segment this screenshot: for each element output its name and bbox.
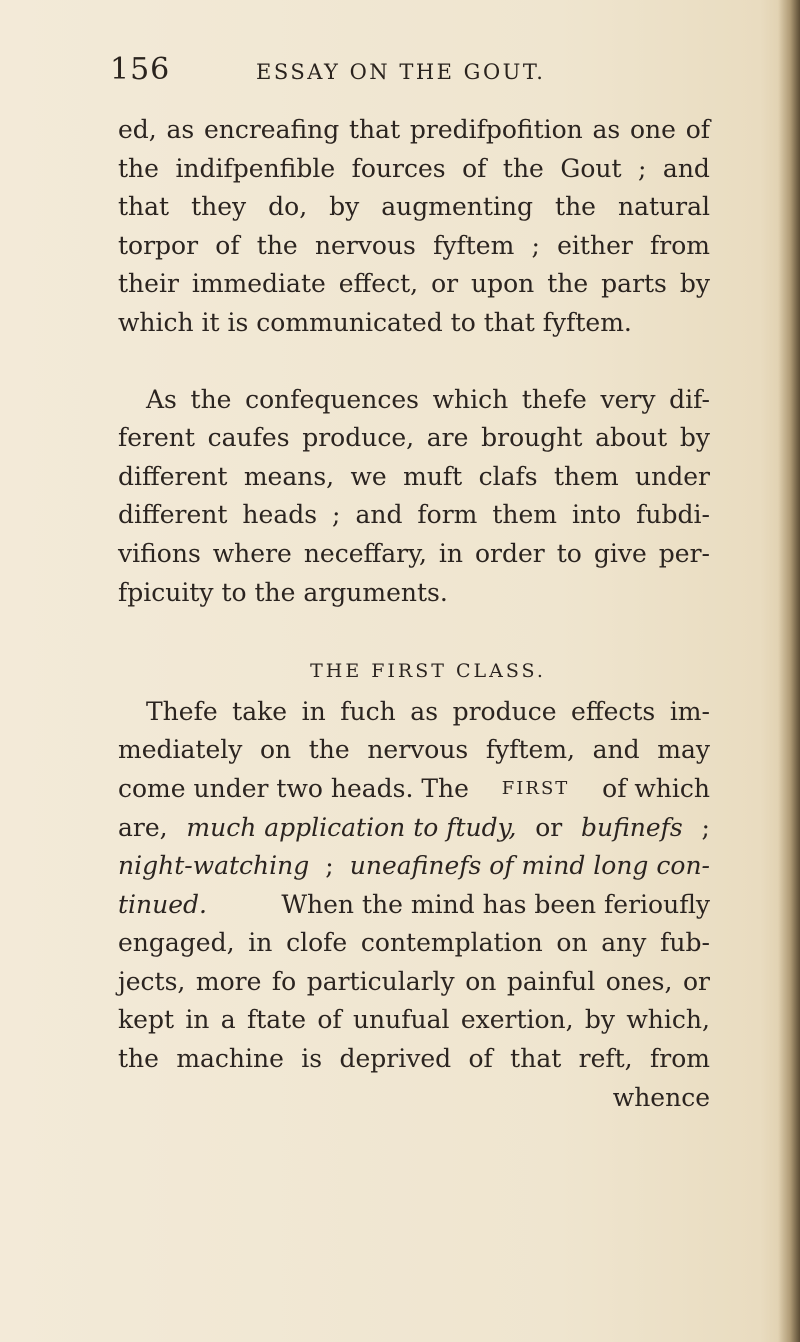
word: we	[350, 461, 387, 491]
text-line	[118, 924, 710, 963]
section-heading: THE FIRST CLASS.	[310, 660, 546, 683]
text-line	[118, 458, 710, 497]
word: do,	[268, 192, 308, 222]
word: As	[146, 384, 177, 414]
page-number: 156	[110, 52, 171, 87]
word: the	[118, 153, 159, 183]
word: as	[592, 115, 621, 144]
text-line-content	[118, 1040, 710, 1079]
word: painful	[506, 966, 596, 996]
text-line-content	[118, 265, 710, 304]
word: in	[185, 1005, 210, 1035]
word: upon	[471, 269, 535, 299]
word: the	[555, 192, 596, 222]
word: into	[571, 500, 622, 530]
italic-phrase: bufinefs	[580, 812, 683, 842]
word: produce	[452, 696, 557, 726]
word: particularly	[306, 966, 455, 996]
word: form	[417, 500, 478, 530]
word: and	[662, 153, 710, 183]
word: is	[301, 1044, 323, 1074]
text-line	[118, 963, 710, 1002]
word: produce,	[302, 423, 415, 453]
word: them	[554, 461, 619, 491]
word: which,	[626, 1005, 710, 1035]
text-line	[118, 574, 710, 613]
word: more	[195, 966, 262, 996]
text-fragment: come under two heads. The	[118, 773, 469, 803]
text-line-content: fpicuity to the arguments.	[118, 577, 448, 607]
text-line	[118, 770, 710, 809]
word: one	[630, 115, 676, 144]
text-line-content: which it is communicated to that fyftem.	[118, 307, 632, 337]
word: any	[601, 928, 647, 958]
word: engaged,	[118, 928, 235, 958]
text-line	[118, 847, 710, 886]
word: dif-	[669, 384, 710, 414]
word: and	[592, 735, 640, 765]
word: that	[118, 192, 170, 222]
word: to	[556, 538, 582, 568]
word: by	[584, 1005, 616, 1035]
text-fragment: ;	[701, 812, 710, 842]
word: nervous	[367, 735, 469, 765]
word: deprived	[339, 1044, 452, 1074]
text-fragment: are,	[118, 812, 168, 842]
word: from	[650, 1044, 710, 1074]
word: ed,	[118, 115, 157, 144]
word: exertion,	[460, 1005, 574, 1035]
word: mediately	[118, 735, 243, 765]
paragraph-gap	[118, 343, 710, 381]
word: machine	[176, 1044, 284, 1074]
word: in	[248, 928, 273, 958]
word: confequences	[245, 384, 419, 414]
text-line	[118, 1001, 710, 1040]
word: fub-	[660, 928, 710, 958]
word: unufual	[352, 1005, 450, 1035]
text-fragment: or	[535, 812, 563, 842]
word: Gout	[560, 153, 622, 183]
word: that	[349, 115, 401, 144]
word: ftate	[246, 1005, 306, 1035]
word: very	[600, 384, 656, 414]
word: muft	[403, 461, 463, 491]
word: take	[232, 696, 288, 726]
text-line-content	[118, 731, 710, 770]
text-line-content	[146, 381, 710, 420]
text-line-content	[118, 111, 710, 150]
word: of	[685, 115, 710, 144]
word: about	[595, 423, 668, 453]
word: neceffary,	[303, 538, 427, 568]
page-edge-shadow	[778, 0, 800, 1342]
italic-phrase: much application to ftudy,	[186, 812, 517, 842]
paragraph-gap	[118, 612, 710, 650]
word: are	[426, 423, 469, 453]
word: of	[215, 230, 240, 260]
word: under	[635, 461, 710, 491]
text-line-content	[146, 693, 710, 732]
word: ;	[638, 153, 647, 183]
word: effect,	[338, 269, 419, 299]
text-line-content	[118, 419, 710, 458]
word: they	[191, 192, 247, 222]
page-header	[110, 52, 710, 92]
word: jects,	[118, 966, 186, 996]
word: them	[492, 500, 558, 530]
word: the	[118, 1044, 159, 1074]
word: in	[301, 696, 326, 726]
word: per-	[658, 538, 710, 568]
word: effects	[571, 696, 656, 726]
text-line	[118, 419, 710, 458]
word: either	[557, 230, 633, 260]
word: or	[431, 269, 459, 299]
word: in	[438, 538, 463, 568]
word: a	[220, 1005, 236, 1035]
word: fubdi-	[636, 500, 710, 530]
word: nervous	[314, 230, 416, 260]
text-line-content	[118, 496, 710, 535]
word: torpor	[118, 230, 199, 260]
text-line-content	[118, 150, 710, 189]
text-line	[118, 693, 710, 732]
word: on	[259, 735, 292, 765]
word: different	[118, 461, 228, 491]
text-line-content	[118, 188, 710, 227]
word: heads	[242, 500, 318, 530]
word: ;	[531, 230, 540, 260]
word: different	[118, 500, 228, 530]
text-line-content	[118, 1001, 710, 1040]
word: the	[190, 384, 232, 414]
body-text	[118, 111, 710, 1117]
word: the	[256, 230, 298, 260]
paragraph	[118, 381, 710, 613]
word: ferent	[118, 423, 195, 453]
text-line	[118, 150, 710, 189]
word: thefe	[521, 384, 587, 414]
text-line-content	[118, 458, 710, 497]
word: the	[308, 735, 350, 765]
word: encreafing	[203, 115, 340, 144]
word: ones,	[605, 966, 673, 996]
word: predifpofition	[409, 115, 583, 144]
word: reft,	[578, 1044, 633, 1074]
catchword: whence	[612, 1082, 710, 1112]
text-line	[118, 111, 710, 150]
word: ;	[332, 500, 341, 530]
word: fyftem	[433, 230, 515, 260]
word: clofe	[286, 928, 348, 958]
italic-phrase: night-watching	[118, 851, 310, 881]
italic-phrase: tinued.	[118, 889, 207, 919]
word: on	[465, 966, 497, 996]
word: as	[410, 696, 439, 726]
word: indifpenfible	[175, 153, 336, 183]
word: the	[502, 153, 544, 183]
text-line-content	[118, 227, 710, 266]
word: fources	[351, 153, 446, 183]
word: vifions	[118, 538, 201, 568]
text-line-content	[118, 924, 710, 963]
word: clafs	[478, 461, 538, 491]
word: parts	[601, 269, 667, 299]
word: their	[118, 269, 179, 299]
text-line	[118, 381, 710, 420]
word: the	[547, 269, 589, 299]
word: which	[432, 384, 509, 414]
text-line	[118, 304, 710, 343]
word: fuch	[340, 696, 396, 726]
text-fragment: When the mind has been ferioufly	[281, 889, 710, 919]
text-line	[118, 886, 710, 925]
text-line	[118, 188, 710, 227]
word: contemplation	[360, 928, 543, 958]
word: brought	[481, 423, 583, 453]
word: natural	[617, 192, 710, 222]
paragraph	[118, 111, 710, 343]
word: by	[679, 269, 710, 299]
text-line	[118, 265, 710, 304]
text-line-content	[118, 535, 710, 574]
word: of	[468, 1044, 493, 1074]
text-line	[118, 535, 710, 574]
word: of	[462, 153, 487, 183]
word: may	[657, 735, 710, 765]
word: by	[679, 423, 710, 453]
word: order	[475, 538, 545, 568]
word: fyftem,	[485, 735, 575, 765]
word: of	[317, 1005, 342, 1035]
paragraph	[118, 693, 710, 1118]
word: as	[166, 115, 195, 144]
word: from	[650, 230, 710, 260]
text-line	[118, 1040, 710, 1079]
word: kept	[118, 1005, 174, 1035]
text-line	[118, 227, 710, 266]
word: by	[329, 192, 360, 222]
word: means,	[243, 461, 335, 491]
text-line	[118, 496, 710, 535]
word: and	[355, 500, 403, 530]
word: immediate	[191, 269, 326, 299]
word: Thefe	[146, 696, 218, 726]
word: caufes	[207, 423, 290, 453]
word: on	[556, 928, 588, 958]
word: give	[593, 538, 647, 568]
catchword-line	[118, 1079, 710, 1118]
small-caps-word: FIRST	[501, 777, 570, 799]
word: or	[682, 966, 710, 996]
running-head: ESSAY ON THE GOUT.	[256, 60, 546, 84]
italic-phrase: uneafinefs of mind long con-	[349, 851, 710, 881]
text-line	[118, 731, 710, 770]
text-line	[118, 809, 710, 848]
word: im-	[669, 696, 710, 726]
text-line-content	[118, 963, 710, 1002]
text-fragment: of which	[602, 773, 710, 803]
word: augmenting	[381, 192, 534, 222]
text-fragment: ;	[325, 851, 334, 881]
word: where	[212, 538, 292, 568]
word: that	[510, 1044, 562, 1074]
word: fo	[271, 966, 297, 996]
